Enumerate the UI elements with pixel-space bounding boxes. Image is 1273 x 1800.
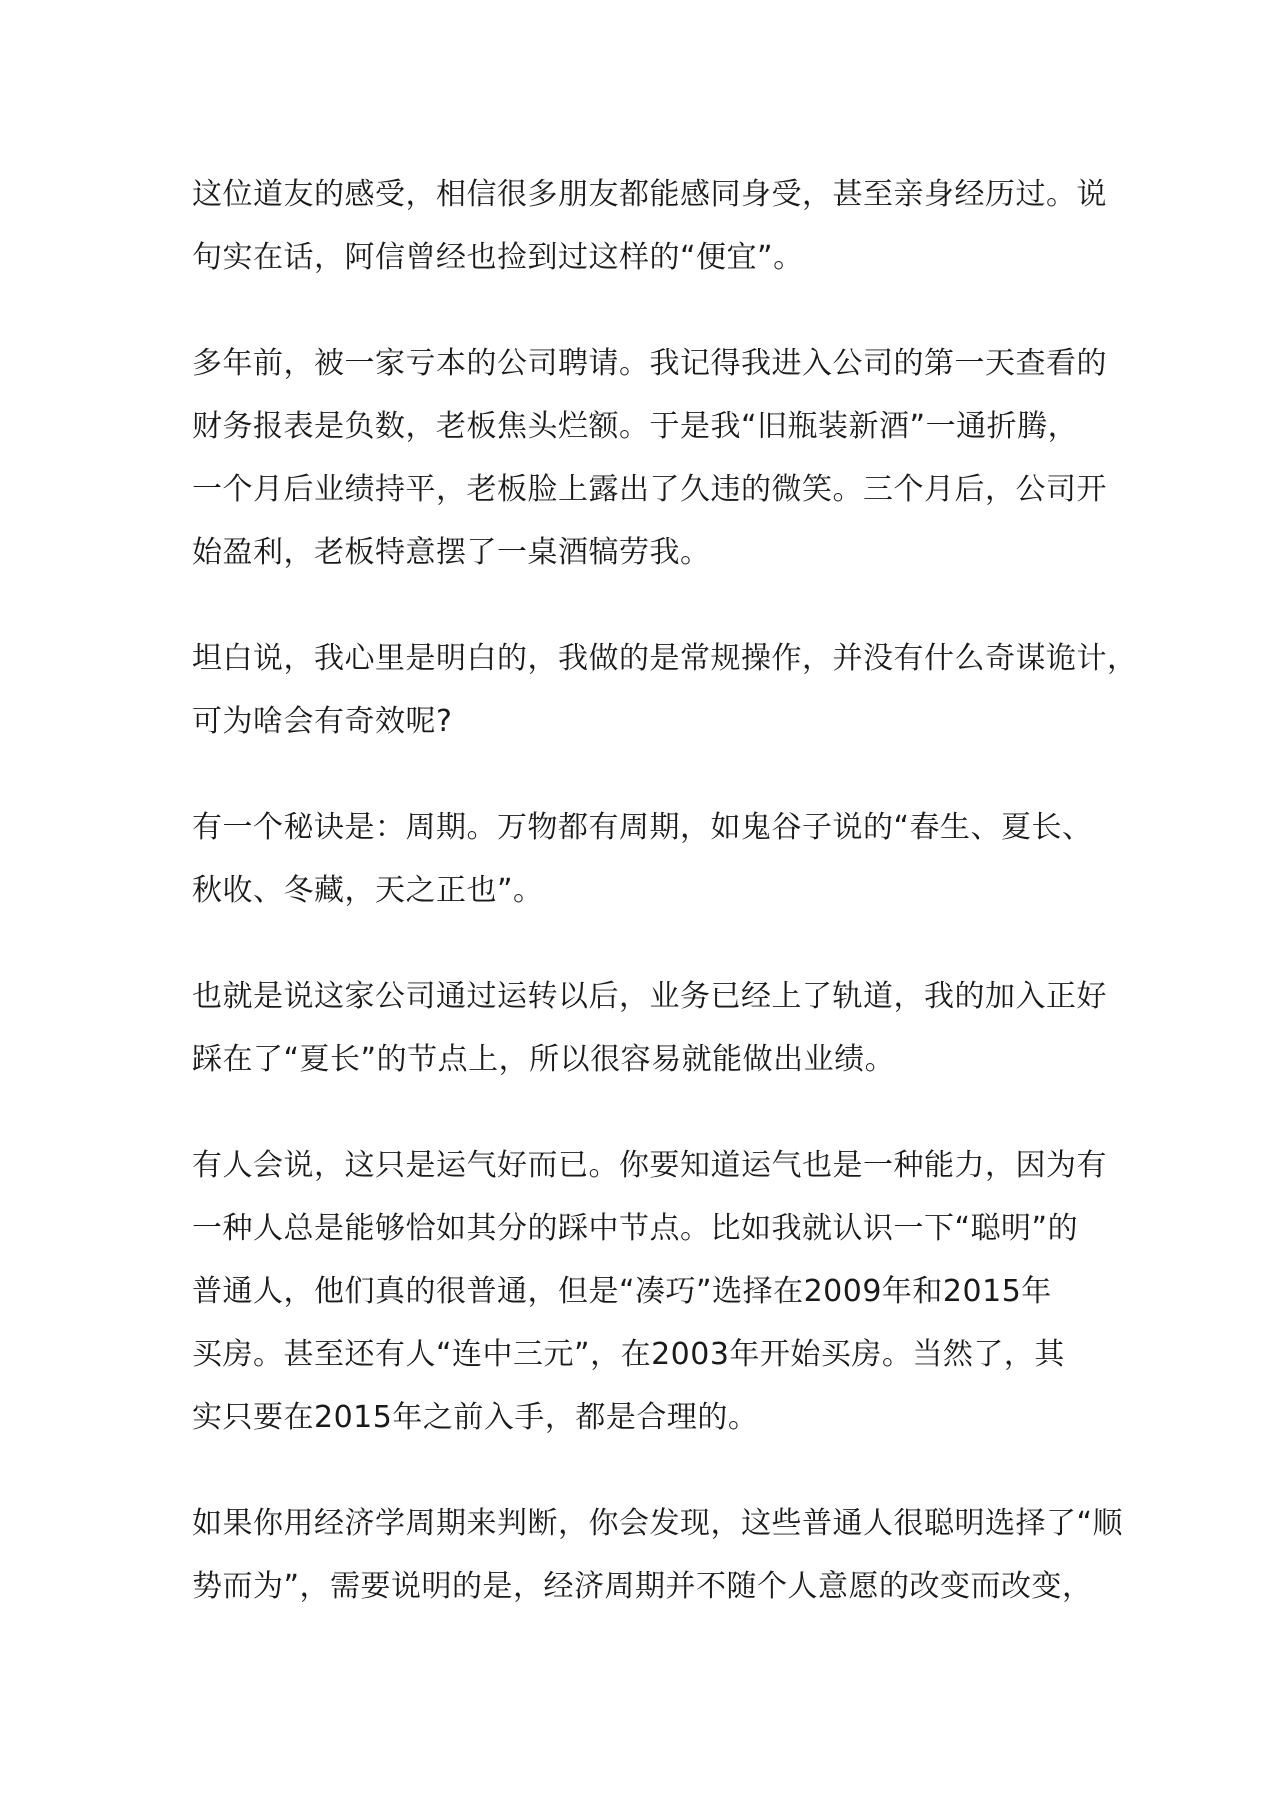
text-line: 多年前，被一家亏本的公司聘请。我记得我进入公司的第一天查看的	[192, 346, 1107, 381]
article-body	[192, 163, 1138, 1661]
paragraph-5	[192, 965, 1107, 1091]
paragraph-4	[192, 796, 1092, 922]
paragraph-6	[192, 1134, 1107, 1449]
text-line: 如果你用经济学周期来判断，你会发现，这些普通人很聪明选择了“顺	[192, 1506, 1124, 1541]
text-line: 秋收、冬藏，天之正也”。	[192, 873, 544, 908]
paragraph-2	[192, 332, 1107, 584]
text-line: 普通人，他们真的很普通，但是“凑巧”选择在2009年和2015年	[192, 1274, 1052, 1309]
text-line: 踩在了“夏长”的节点上，所以很容易就能做出业绩。	[192, 1042, 896, 1077]
text-line: 句实在话，阿信曾经也捡到过这样的“便宜”。	[192, 240, 804, 275]
text-line: 买房。甚至还有人“连中三元”，在2003年开始买房。当然了，其	[192, 1337, 1065, 1372]
text-line: 有一个秘诀是：周期。万物都有周期，如鬼谷子说的“春生、夏长、	[192, 810, 1093, 845]
paragraph-7	[192, 1492, 1124, 1618]
text-line: 可为啥会有奇效呢?	[192, 704, 453, 739]
text-line: 财务报表是负数，老板焦头烂额。于是我“旧瓶装新酒”一通折腾，	[192, 409, 1079, 444]
text-line: 实只要在2015年之前入手，都是合理的。	[192, 1400, 759, 1435]
paragraph-3	[192, 627, 1138, 753]
text-line: 一个月后业绩持平，老板脸上露出了久违的微笑。三个月后，公司开	[192, 472, 1107, 507]
text-line: 一种人总是能够恰如其分的踩中节点。比如我就认识一下“聪明”的	[192, 1211, 1079, 1246]
text-line: 有人会说，这只是运气好而已。你要知道运气也是一种能力，因为有	[192, 1148, 1107, 1183]
text-line: 始盈利，老板特意摆了一桌酒犒劳我。	[192, 535, 711, 570]
text-line: 坦白说，我心里是明白的，我做的是常规操作，并没有什么奇谋诡计，	[192, 641, 1138, 676]
text-line: 势而为”，需要说明的是，经济周期并不随个人意愿的改变而改变，	[192, 1569, 1093, 1604]
text-line: 这位道友的感受，相信很多朋友都能感同身受，甚至亲身经历过。说	[192, 177, 1107, 212]
text-line: 也就是说这家公司通过运转以后，业务已经上了轨道，我的加入正好	[192, 979, 1107, 1014]
paragraph-1	[192, 163, 1107, 289]
